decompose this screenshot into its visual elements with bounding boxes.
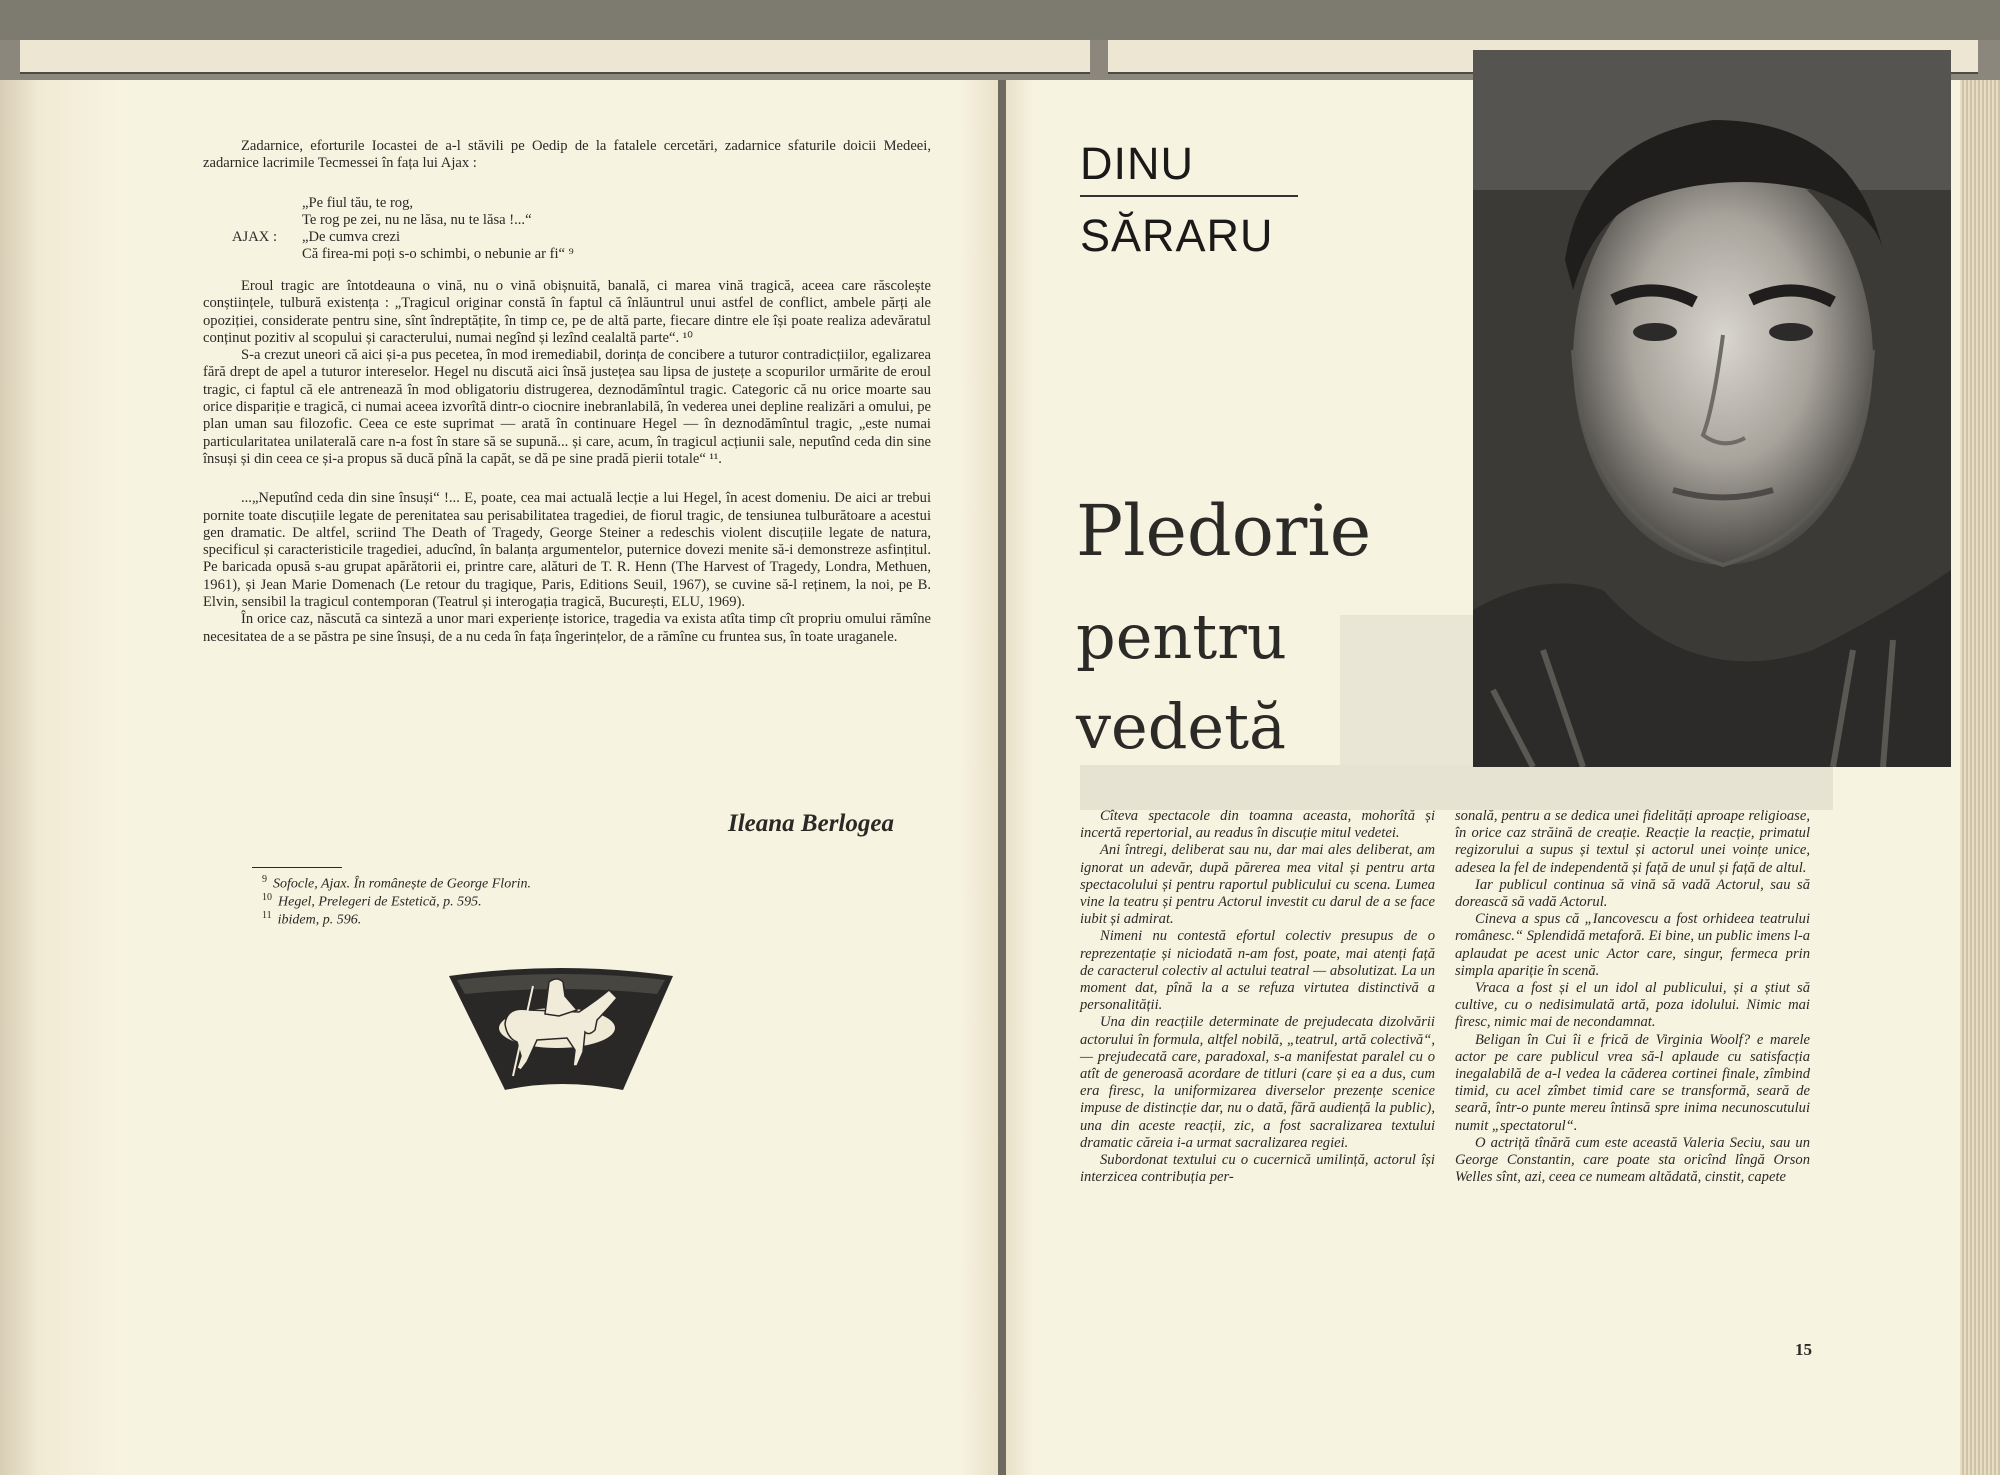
binding-board-left [20,40,1090,74]
footnote [262,874,531,893]
verse-line: Te rog pe zei, nu ne lăsa, nu te lăsa !...“ [302,212,532,228]
footnote-number: 11 [262,910,272,921]
author-first-name: DINU [1080,138,1194,189]
article-title-line: pentru [1076,600,1287,673]
article-title-line: Pledorie [1076,490,1372,572]
photo-shadow-band [1080,765,1833,810]
footnote-text: Sofocle, Ajax. În românește de George Florin. [273,876,532,892]
paragraph-text: Cineva a spus că „Iancovescu a fost orhideea teatrului românesc.“ Splendidă metaforă. Ei bine, un public imens l-a aplaudat pe acest unic Actor care, singur, fermeca prin simpla apariție în scenă. [1455,911,1810,979]
article-signature: Ileana Berlogea [728,810,894,837]
paragraph-text: Nimeni nu contestă efortul colectiv presupus de o reprezentație și niciodată n-am fost, poate, mai atenți față de caracterul colectiv al actului teatral — absolutizat. La un moment dat, pînă la a se refuza virtutea distinctivă a personalității. [1080,928,1435,1014]
paragraph-text: Eroul tragic are întotdeauna o vină, nu o vină obișnuită, banală, ci marea vină tragică, aceea care răscolește conștiințele, tulbură existența : „Tragicul originar constă în faptul că înlăuntrul unui astfel de conflict, ambele părți ale opoziției, considerate pentru sine, sînt îndreptățite, în timp ce, pe de altă parte, fiecare dintre ele își poate realiza adevăratul conținut pozitiv al scopului și caracterului, numai negînd și lezînd cealaltă parte“. ¹⁰ [203,278,931,346]
article-column-1 [1080,808,1435,1186]
verse-line: „De cumva crezi [302,229,401,245]
author-last-name: SĂRARU [1080,210,1274,261]
paragraph-text: Una din reacțiile determinate de prejudecata dizolvării actorului în formula, altfel nobilă, „teatrul, artă colectivă“, — prejudecată care, paradoxal, s-a manifestat paralel cu o atît de generoasă acordare de titluri (care și ea a dus, cum era firesc, la uniformizarea diverselor prezențe scenice impuse de distincție dar, nu o dată, fără audiență la public), una din aceste reacții, zic, a fost sacralizarea textului dramatic căreia i-a urmat sacralizarea regiei. [1080,1014,1435,1151]
paragraph-text: Beligan în Cui îi e frică de Virginia Woolf? e marele actor pe care publicul vrea să-l aplaude cu satisfacția inegalabilă de a-l vedea la căderea cortinei finale, zîmbind timid, cu acel zîmbet timid care se transformă, seară de seară, într-o punte mereu întinsă spre inima necunoscutului numit „spectatorul“. [1455,1031,1810,1134]
paragraph-text: Zadarnice, eforturile Iocastei de a-l stăvili pe Oedip de la fatalele cercetări, zadarnice sfaturile doicii Medeei, zadarnice lacrimile Tecmessei în fața lui Ajax : [203,138,931,172]
greek-vase-illustration [447,966,675,1092]
verse-line: „Pe fiul tău, te rog, [302,195,414,211]
paragraph-text: S-a crezut uneori că aici și-a pus pecetea, în mod iremediabil, dorința de concibere a tuturor contradicțiilor, egalizarea fără drept de apel a tuturor intereselor. Hegel nu discută aici însă justețea sau lipsa de justețe a scopurilor urmărite de eroul tragic, ci faptul că ele antrenează în mod obligatoriu distrugerea, deznodămîntul tragic. Categoric că nu orice moarte sau orice dispariție e tragică, ci numai aceea izvorîtă dintr-o ciocnire inebranlabilă, în vederea unei depline realizări a omului, pe plan uman sau filozofic. Ceea ce este suprimat — arată în continuare Hegel — în deznodămîntul tragic, „este numai particularitatea unilaterală care n-a fost în stare să se supună... și care, acum, în tragicul acțiunii sale, neputînd ceda din sine însuși și din ceea ce și-a propus să ducă pînă la capăt, se dă pe sine pradă pierii totale“ ¹¹. [203,347,931,467]
paragraph-text: În orice caz, născută ca sinteză a unor mari experiențe istorice, tragedia va exista atîta timp cît propriu omului rămîne necesitatea de a se păstra pe sine însuși, de a nu ceda în fața îngerințelor, de a rămîne cu fruntea sus, în toate uraganele. [203,611,931,645]
paragraph-text: Subordonat textului cu o cucernică umilință, actorul își interzicea contribuția per- [1080,1152,1435,1186]
footnote-number: 9 [262,874,267,885]
paragraph-text: Ani întregi, deliberat sau nu, dar mai ales deliberat, am ignorat un adevăr, după părerea mea vital și pentru arta spectacolului și pentru raportul publicului cu scena. Lumea vine la teatru și pentru Actorul investit cu darul de a se face iubit și admirat. [1080,842,1435,928]
paragraph-text: O actriță tînără cum este această Valeria Seciu, sau un George Constantin, care poate sta oricînd lîngă Orson Welles sînt, azi, ceea ce numeam altădată, cinstit, capete [1455,1134,1810,1186]
intro-paragraph [203,138,931,173]
footnote [262,892,482,911]
author-divider [1080,195,1298,197]
article-title-line: vedetă [1076,690,1286,763]
verse-line: Că firea-mi poți s-o schimbi, o nebunie ar fi“ ⁹ [302,246,574,262]
footnote-number: 10 [262,892,272,903]
footnote [262,910,361,929]
verse-quote [232,195,574,263]
photo-shadow-band [1340,615,1475,765]
paragraph-text: Cîteva spectacole din toamna aceasta, mohorîtă și incertă repertorial, au readus în discuție mitul vedetei. [1080,808,1435,842]
paragraph-text: Vraca a fost și el un idol al publicului, și a știut să cultive, cu o nedisimulată artă, poza idolului. Nimic mai firesc, nimic mai de necondamnat. [1455,980,1810,1031]
footnote-divider [252,867,342,868]
verse-speaker: AJAX : [232,229,277,245]
page-number: 15 [1795,1340,1812,1359]
footnote-text: ibidem, p. 596. [277,912,362,928]
author-portrait-photo [1473,50,1951,767]
page-edges-right [1960,80,2000,1475]
paragraph-text: ...„Neputînd ceda din sine însuși“ !... E, poate, cea mai actuală lecție a lui Hegel, în acest domeniu. De aici ar trebui pornite toate discuțiile legate de perenitatea sau perisabilitatea tragediei, de fiorul tragic, de tensiunea tulburătoare a acestui gen dramatic. De altfel, scriind The Death of Tragedy, George Steiner a redeschis violent discuțiile legate de natura, specificul și caracteristicile tragediei, aducînd, în balanța argumentelor, puternice dovezi menite să-i demonstreze asfințitul. Pe baricada opusă s-au grupat apărătorii ei, printre care, alături de T. R. Henn (The Harvest of Tragedy, Londra, Methuen, 1961), și Jean Marie Domenach (Le retour du tragique, Paris, Editions Seuil, 1967), se cuvine să-l reținem, la noi, pe B. Elvin, sensibil la tragicul contemporan (Teatrul și interogația tragică, București, ELU, 1969). [203,490,931,611]
article-column-2 [1455,808,1810,1186]
book-gutter [998,80,1006,1475]
paragraph-text: Iar publicul continua să vină să vadă Actorul, sau să dorească să vadă Actorul. [1455,876,1810,911]
footnote-text: Hegel, Prelegeri de Estetică, p. 595. [278,894,482,910]
body-paragraphs [203,278,931,646]
paragraph-text: sonală, pentru a se dedica unei fidelități aproape religioase, în orice caz străină de creație. Reacție la reacție, primatul regizorului a supus și textul și actorul unei voințe unice, adesea la fel de independentă și față de unul și față de altul. [1455,808,1810,876]
